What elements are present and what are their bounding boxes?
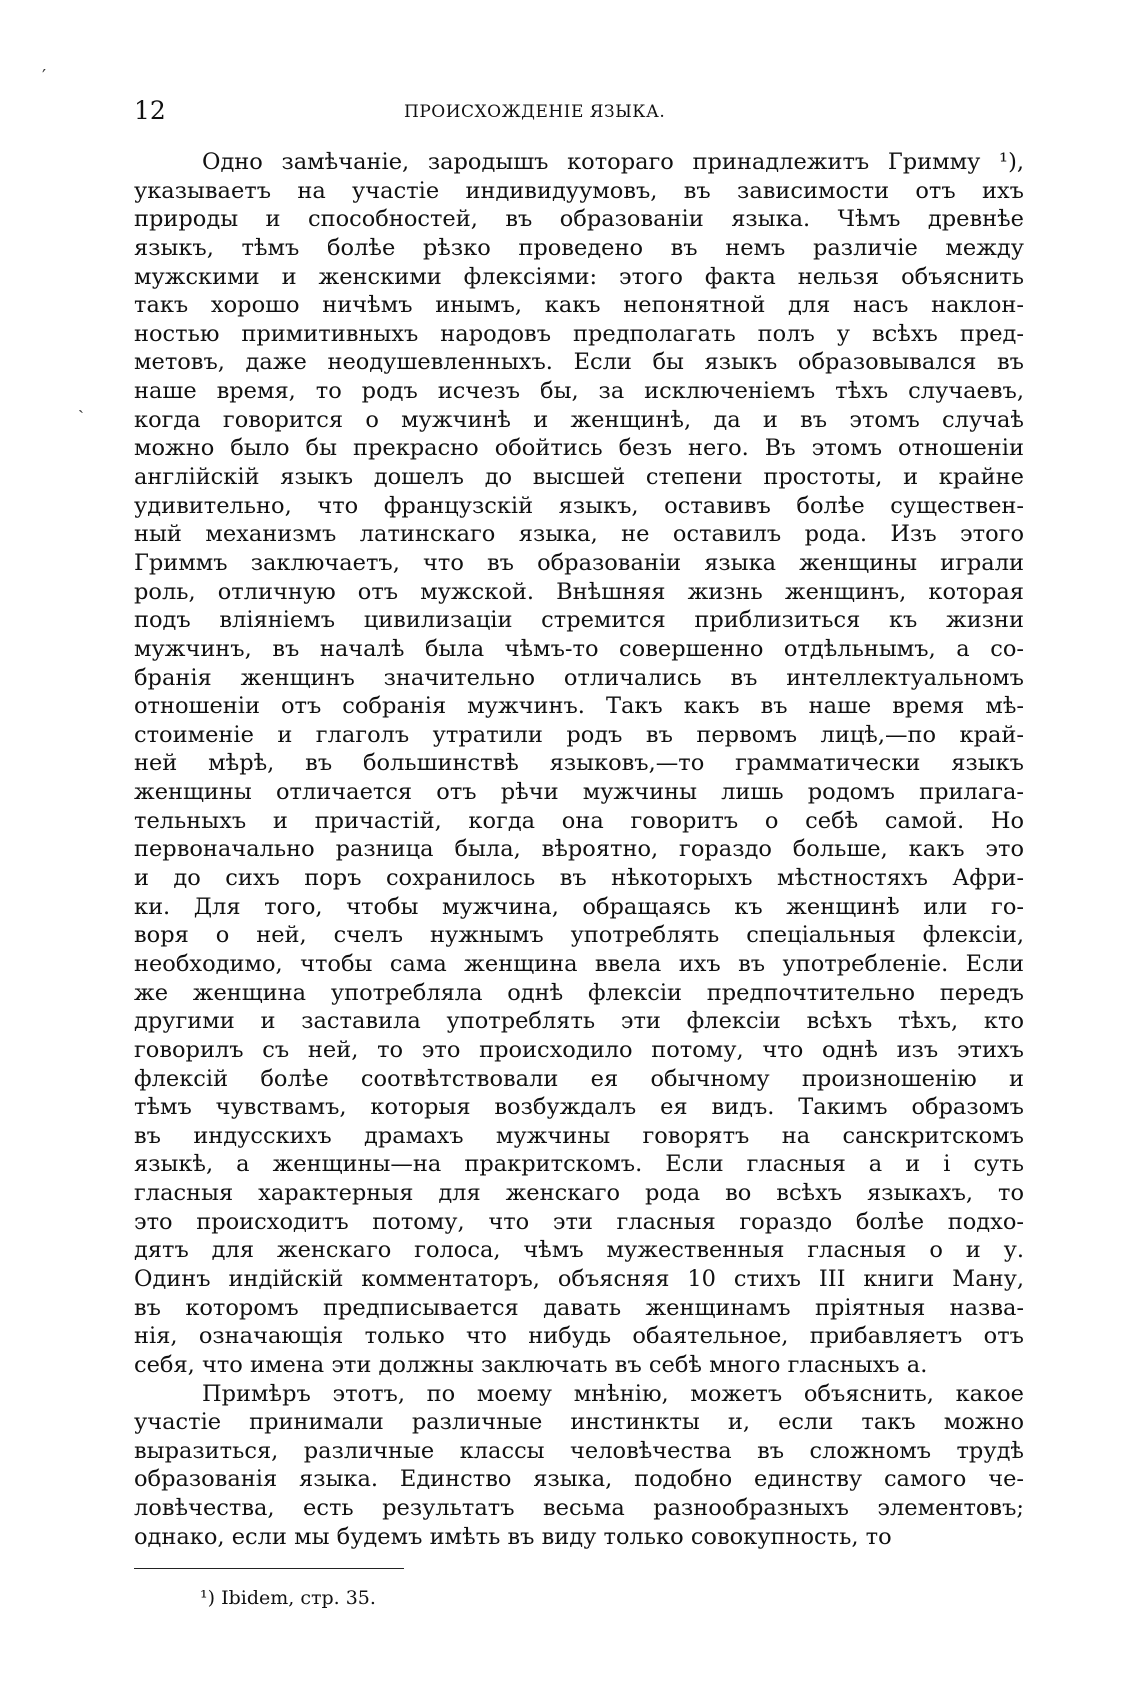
- text-line: Одинъ индійскій комментаторъ, объясняя 10 стихъ III книги Ману,: [134, 1265, 1024, 1292]
- text-line: такъ хорошо ничѣмъ инымъ, какъ непонятной для насъ наклон-: [134, 292, 1024, 319]
- text-line: роль, отличную отъ мужской. Внѣшняя жизнь женщинъ, которая: [134, 578, 1024, 605]
- text-line: выразиться, различные классы человѣчества въ сложномъ трудѣ: [134, 1437, 1024, 1464]
- text-line: въ которомъ предписывается давать женщинамъ пріятныя назва-: [134, 1294, 1024, 1321]
- text-line: нія, означающія только что нибудь обаятельное, прибавляетъ отъ: [134, 1323, 1024, 1350]
- text-line: подъ вліяніемъ цивилизаціи стремится приблизиться къ жизни: [134, 607, 1024, 634]
- text-line: первоначально разница была, вѣроятно, гораздо больше, какъ это: [134, 836, 1024, 863]
- text-line: Одно замѣчаніе, зародышъ котораго принадлежитъ Гримму ¹),: [202, 149, 1024, 175]
- text-line: мужскими и женскими флексіями: этого факта нельзя объяснить: [134, 263, 1024, 290]
- text-line: участіе принимали различные инстинкты и, если такъ можно: [134, 1409, 1024, 1436]
- text-line: образованія языка. Единство языка, подобно единству самого че-: [134, 1466, 1024, 1493]
- text-line: гласныя характерныя для женскаго рода во всѣхъ языкахъ, то: [134, 1180, 1024, 1207]
- footnote-text: Ibidem, стр. 35.: [221, 1587, 376, 1609]
- text-line: Примѣръ этотъ, по моему мнѣнію, можетъ объяснить, какое: [202, 1380, 1024, 1407]
- text-line: тельныхъ и причастій, когда она говоритъ о себѣ самой. Но: [134, 807, 1024, 834]
- text-line: флексій болѣе соотвѣтствовали ея обычному произношенію и: [134, 1065, 1024, 1092]
- text-line: удивительно, что французскій языкъ, оставивъ болѣе существен-: [134, 492, 1024, 519]
- text-line: наше время, то родъ исчезъ бы, за исключеніемъ тѣхъ случаевъ,: [134, 378, 1024, 405]
- text-line: языкъ, тѣмъ болѣе рѣзко проведено въ немъ различіе между: [134, 234, 1024, 261]
- text-line: ки. Для того, чтобы мужчина, обращаясь къ женщинѣ или го-: [134, 893, 1024, 920]
- footnote-marker: ¹): [200, 1587, 216, 1609]
- text-line: Гриммъ заключаетъ, что въ образованіи языка женщины играли: [134, 549, 1024, 576]
- text-line: ный механизмъ латинскаго языка, не оставилъ рода. Изъ этого: [134, 521, 1024, 548]
- text-line: отношеніи отъ собранія мужчинъ. Такъ какъ въ наше время мѣ-: [134, 693, 1024, 720]
- text-line: стоименіе и глаголъ утратили родъ въ первомъ лицѣ,—по край-: [134, 721, 1024, 748]
- body-text: [134, 148, 1024, 1551]
- scan-speck: ˎ: [78, 393, 84, 414]
- text-line: можно было бы прекрасно обойтись безъ него. Въ этомъ отношеніи: [134, 435, 1024, 462]
- footnote: [200, 1585, 376, 1611]
- text-line: англійскій языкъ дошелъ до высшей степени простоты, и крайне: [134, 464, 1024, 491]
- text-line: тѣмъ чувствамъ, которыя возбуждалъ ея видъ. Такимъ образомъ: [134, 1094, 1024, 1121]
- text-line: мужчинъ, въ началѣ была чѣмъ-то совершенно отдѣльнымъ, а со-: [134, 635, 1024, 662]
- text-line: необходимо, чтобы сама женщина ввела ихъ въ употребленіе. Если: [134, 950, 1024, 977]
- text-line: женщины отличается отъ рѣчи мужчины лишь родомъ прилага-: [134, 779, 1024, 806]
- text-line: воря о ней, счелъ нужнымъ употреблять спеціальныя флексіи,: [134, 922, 1024, 949]
- text-line: природы и способностей, въ образованіи языка. Чѣмъ древнѣе: [134, 206, 1024, 233]
- text-line: языкѣ, а женщины—на пракритскомъ. Если гласныя а и і суть: [134, 1151, 1024, 1178]
- text-line: ней мѣрѣ, въ большинствѣ языковъ,—то грамматически языкъ: [134, 750, 1024, 777]
- text-line: бранія женщинъ значительно отличались въ интеллектуальномъ: [134, 664, 1024, 691]
- paragraph: [134, 1380, 1024, 1552]
- running-head: [134, 94, 1024, 128]
- running-title: ПРОИСХОЖДЕНІЕ ЯЗЫКА.: [404, 102, 666, 122]
- text-line: въ индусскихъ драмахъ мужчины говорятъ на санскритскомъ: [134, 1122, 1024, 1149]
- text-line: говорилъ съ ней, то это происходило потому, что однѣ изъ этихъ: [134, 1036, 1024, 1063]
- text-line: же женщина употребляла однѣ флексіи предпочтительно передъ: [134, 979, 1024, 1006]
- footnote-rule: [134, 1568, 404, 1569]
- text-line: метовъ, даже неодушевленныхъ. Если бы языкъ образовывался въ: [134, 349, 1024, 376]
- text-line: ловѣчества, есть результатъ весьма разнообразныхъ элементовъ;: [134, 1495, 1024, 1522]
- text-line: и до сихъ поръ сохранилось въ нѣкоторыхъ мѣстностяхъ Афри-: [134, 865, 1024, 892]
- text-line: другими и заставила употреблять эти флексіи всѣхъ тѣхъ, кто: [134, 1008, 1024, 1035]
- text-line: дятъ для женскаго голоса, чѣмъ мужественныя гласныя о и у.: [134, 1237, 1024, 1264]
- text-line: когда говорится о мужчинѣ и женщинѣ, да и въ этомъ случаѣ: [134, 406, 1024, 433]
- text-line: это происходитъ потому, что эти гласныя гораздо болѣе подхо-: [134, 1208, 1024, 1235]
- scan-speck: ′: [42, 66, 47, 87]
- text-line: себя, что имена эти должны заключать въ себѣ много гласныхъ а.: [134, 1351, 928, 1378]
- page-number: 12: [134, 96, 166, 125]
- text-line: однако, если мы будемъ имѣть въ виду только совокупность, то: [134, 1523, 892, 1550]
- text-line: указываетъ на участіе индивидуумовъ, въ зависимости отъ ихъ: [134, 177, 1024, 204]
- text-line: ностью примитивныхъ народовъ предполагать полъ у всѣхъ пред-: [134, 320, 1024, 347]
- paragraph: [134, 148, 1024, 1380]
